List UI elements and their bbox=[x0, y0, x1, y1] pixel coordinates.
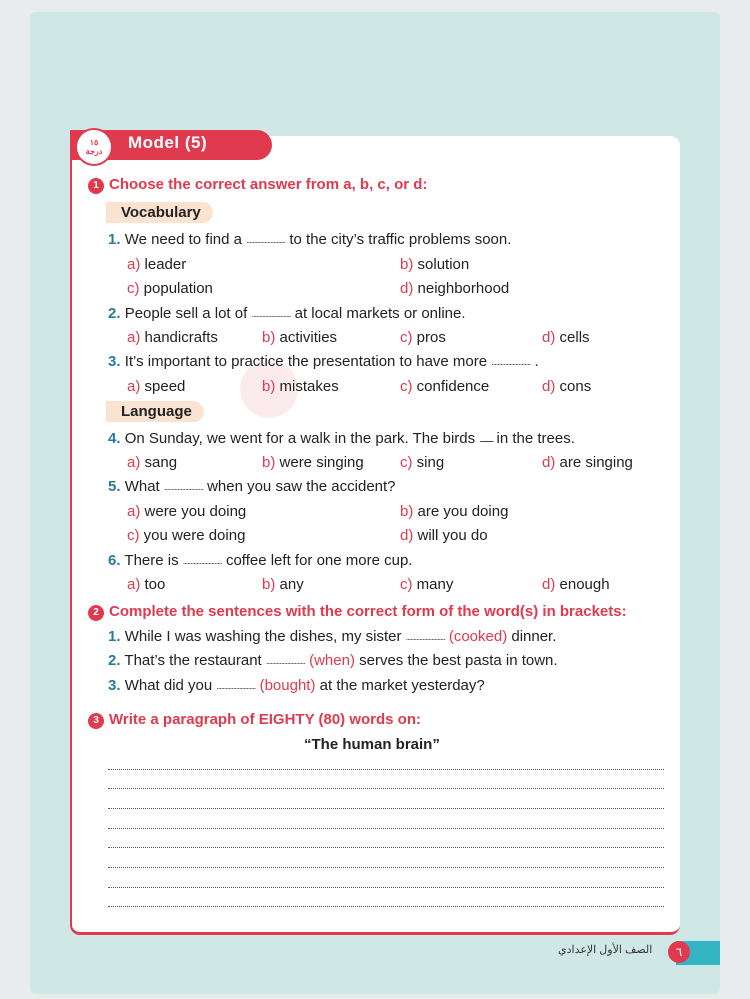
score-badge bbox=[75, 128, 113, 166]
option[interactable]: b) solution bbox=[400, 256, 470, 273]
bracket-hint: (when) bbox=[309, 652, 355, 669]
page-number: ٦ bbox=[668, 941, 690, 963]
option[interactable]: c) you were doing bbox=[127, 527, 246, 544]
vocabulary-label: Vocabulary bbox=[106, 202, 213, 223]
question-4 bbox=[108, 430, 575, 447]
writing-line[interactable] bbox=[108, 887, 664, 888]
question-text: in the trees. bbox=[496, 430, 575, 447]
answer-blank: .......................... bbox=[265, 656, 305, 666]
question-6 bbox=[108, 552, 412, 569]
question-text: It’s important to practice the presentation to have more bbox=[124, 353, 488, 370]
score-badge-label: درجة bbox=[85, 147, 103, 156]
writing-line[interactable] bbox=[108, 906, 664, 907]
writing-line[interactable] bbox=[108, 847, 664, 848]
answer-blank: .......................... bbox=[251, 309, 291, 319]
question-text: On Sunday, we went for a walk in the park. The birds bbox=[124, 430, 476, 447]
answer-blank: .......................... bbox=[479, 434, 493, 444]
sentence-2: 2. That’s the restaurant .......................... (when) serves the best pasta in town. bbox=[108, 652, 558, 669]
grade-label: الصف الأول الإعدادي bbox=[558, 944, 653, 956]
question-text: There is bbox=[124, 552, 179, 569]
question-text: when you saw the accident? bbox=[207, 478, 396, 495]
option[interactable]: a) were you doing bbox=[127, 503, 247, 520]
writing-line[interactable] bbox=[108, 769, 664, 770]
option[interactable]: a) sang bbox=[127, 454, 178, 471]
question-text: at local markets or online. bbox=[294, 305, 466, 322]
option[interactable]: c) confidence bbox=[400, 378, 490, 395]
question-2 bbox=[108, 305, 466, 322]
sentence-1: 1. While I was washing the dishes, my sister .......................... (cooked) dinner. bbox=[108, 628, 557, 645]
section3-title: Write a paragraph of EIGHTY (80) words on: bbox=[109, 711, 421, 728]
question-number: 5. bbox=[108, 478, 121, 495]
answer-blank: .......................... bbox=[405, 632, 445, 642]
option[interactable]: b) were singing bbox=[262, 454, 364, 471]
writing-line[interactable] bbox=[108, 867, 664, 868]
question-text: We need to find a bbox=[124, 231, 242, 248]
option[interactable]: b) are you doing bbox=[400, 503, 509, 520]
answer-blank: .......................... bbox=[182, 556, 222, 566]
section1-title: Choose the correct answer from a, b, c, or d: bbox=[109, 176, 428, 193]
option[interactable]: a) handicrafts bbox=[127, 329, 218, 346]
question-number: 3. bbox=[108, 353, 121, 370]
score-badge-number: ١٥ bbox=[89, 138, 99, 147]
option[interactable]: c) population bbox=[127, 280, 213, 297]
writing-line[interactable] bbox=[108, 828, 664, 829]
bracket-hint: (bought) bbox=[259, 677, 316, 694]
question-text: to the city’s traffic problems soon. bbox=[289, 231, 512, 248]
option[interactable]: d) will you do bbox=[400, 527, 488, 544]
answer-blank: .......................... bbox=[491, 357, 531, 367]
option[interactable]: d) enough bbox=[542, 576, 610, 593]
question-number: 2. bbox=[108, 305, 121, 322]
option[interactable]: d) are singing bbox=[542, 454, 633, 471]
question-text: . bbox=[534, 353, 539, 370]
option[interactable]: d) cells bbox=[542, 329, 590, 346]
section3-number: 3 bbox=[88, 713, 104, 729]
question-number: 1. bbox=[108, 231, 121, 248]
section2-number: 2 bbox=[88, 605, 104, 621]
question-text: People sell a lot of bbox=[124, 305, 248, 322]
option[interactable]: d) neighborhood bbox=[400, 280, 510, 297]
option[interactable]: b) mistakes bbox=[262, 378, 339, 395]
sentence-3: 3. What did you .......................... (bought) at the market yesterday? bbox=[108, 677, 485, 694]
option[interactable]: a) too bbox=[127, 576, 166, 593]
answer-blank: .......................... bbox=[216, 681, 256, 691]
option[interactable]: a) speed bbox=[127, 378, 186, 395]
question-text: coffee left for one more cup. bbox=[225, 552, 413, 569]
question-number: 6. bbox=[108, 552, 121, 569]
section1-number: 1 bbox=[88, 178, 104, 194]
answer-blank: .......................... bbox=[246, 235, 286, 245]
option[interactable]: c) many bbox=[400, 576, 454, 593]
question-text: What bbox=[124, 478, 160, 495]
writing-line[interactable] bbox=[108, 788, 664, 789]
option[interactable]: a) leader bbox=[127, 256, 187, 273]
option[interactable]: d) cons bbox=[542, 378, 592, 395]
section1-header bbox=[88, 176, 427, 194]
answer-blank: .......................... bbox=[163, 482, 203, 492]
section2-title: Complete the sentences with the correct form of the word(s) in brackets: bbox=[109, 603, 627, 620]
question-3 bbox=[108, 353, 539, 370]
option[interactable]: c) sing bbox=[400, 454, 445, 471]
question-1 bbox=[108, 231, 511, 248]
option[interactable]: c) pros bbox=[400, 329, 446, 346]
option[interactable]: b) any bbox=[262, 576, 304, 593]
writing-line[interactable] bbox=[108, 808, 664, 809]
question-number: 4. bbox=[108, 430, 121, 447]
section2-header bbox=[88, 603, 627, 621]
model-title: Model (5) bbox=[128, 133, 208, 152]
language-label: Language bbox=[106, 401, 204, 422]
option[interactable]: b) activities bbox=[262, 329, 338, 346]
section3-header bbox=[88, 711, 421, 729]
question-5 bbox=[108, 478, 396, 495]
paragraph-topic: “The human brain” bbox=[304, 736, 440, 753]
bracket-hint: (cooked) bbox=[448, 628, 508, 645]
